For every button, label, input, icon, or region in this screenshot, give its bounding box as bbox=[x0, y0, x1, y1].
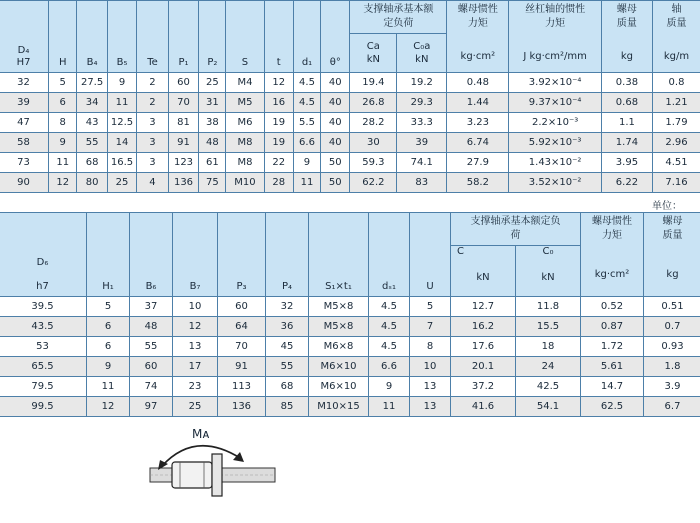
col-shaft-mass-header bbox=[653, 1, 700, 73]
table-cell: 60 bbox=[168, 73, 198, 93]
table-cell: 17.6 bbox=[451, 337, 516, 357]
table-cell: 43.5 bbox=[0, 317, 87, 337]
col-nut-mass-header bbox=[601, 1, 652, 73]
table-cell: 39.5 bbox=[0, 297, 87, 317]
c0a-unit: kN bbox=[415, 54, 429, 66]
table-cell: 4.5 bbox=[369, 337, 410, 357]
spec-table-1 bbox=[0, 0, 700, 193]
table-cell: M8 bbox=[226, 153, 264, 173]
table-cell: M6×10 bbox=[309, 357, 369, 377]
col-b5-header: B₅ bbox=[107, 1, 136, 73]
load-rating-group-label: 支撑轴承基本额定负荷 bbox=[363, 4, 434, 29]
table-cell: 25 bbox=[199, 73, 226, 93]
table-cell: 14.7 bbox=[581, 377, 644, 397]
table-cell: 0.93 bbox=[644, 337, 700, 357]
table-cell: 97 bbox=[130, 397, 173, 417]
table-cell: 12.7 bbox=[451, 297, 516, 317]
spec-table-2 bbox=[0, 212, 700, 417]
table-cell: 3.52×10⁻² bbox=[509, 173, 602, 193]
table-row bbox=[0, 173, 700, 193]
table-cell: 54.1 bbox=[516, 397, 581, 417]
table-cell: 74 bbox=[130, 377, 173, 397]
table-cell: 75 bbox=[199, 173, 226, 193]
table-cell: 5.61 bbox=[581, 357, 644, 377]
nut-mass-title-2: 螺母 bbox=[662, 216, 683, 227]
table-cell: 58 bbox=[0, 133, 49, 153]
table-cell: 83 bbox=[397, 173, 447, 193]
table-cell: 5 bbox=[410, 297, 451, 317]
table-cell: 37 bbox=[130, 297, 173, 317]
nut-mass-title: 螺母 bbox=[616, 4, 637, 15]
table-cell: 11 bbox=[369, 397, 410, 417]
table-cell: 25 bbox=[107, 173, 136, 193]
table-cell: 2 bbox=[137, 73, 169, 93]
table-cell: 5.92×10⁻³ bbox=[509, 133, 602, 153]
table-row bbox=[0, 93, 700, 113]
table-cell: 12 bbox=[49, 173, 77, 193]
table-cell: 8 bbox=[410, 337, 451, 357]
table-cell: M5×8 bbox=[309, 317, 369, 337]
table-cell: 0.51 bbox=[644, 297, 700, 317]
table-cell: 99.5 bbox=[0, 397, 87, 417]
col-b6-header: B₆ bbox=[130, 213, 173, 297]
nut-mass-unit-2: kg bbox=[666, 269, 679, 280]
table-cell: 13 bbox=[173, 337, 218, 357]
nut-inertia-title: 螺母惯性 bbox=[457, 4, 498, 15]
ca-label: Ca bbox=[366, 41, 380, 53]
table-cell: 12 bbox=[173, 317, 218, 337]
table-cell: 1.79 bbox=[653, 113, 700, 133]
table-cell: 16.2 bbox=[451, 317, 516, 337]
col-c0-header bbox=[516, 246, 581, 297]
table-cell: M6×8 bbox=[309, 337, 369, 357]
table-cell: 68 bbox=[266, 377, 309, 397]
table-cell: 3 bbox=[137, 153, 169, 173]
table-cell: M6×10 bbox=[309, 377, 369, 397]
table-cell: 32 bbox=[266, 297, 309, 317]
d4-tolerance: H7 bbox=[16, 57, 31, 68]
col-theta-header: θ° bbox=[321, 1, 350, 73]
col-p1-header: P₁ bbox=[168, 1, 198, 73]
table-cell: 58.2 bbox=[447, 173, 509, 193]
col-p3-header: P₃ bbox=[218, 213, 266, 297]
table-cell: 3.92×10⁻⁴ bbox=[509, 73, 602, 93]
table-cell: 48 bbox=[199, 133, 226, 153]
table-cell: 4.5 bbox=[293, 73, 320, 93]
table-cell: 12 bbox=[264, 73, 293, 93]
d6-tolerance: h7 bbox=[36, 281, 49, 292]
table-cell: 13 bbox=[410, 377, 451, 397]
table-cell: 16 bbox=[264, 93, 293, 113]
table-cell: 0.7 bbox=[644, 317, 700, 337]
table-cell: 40 bbox=[321, 93, 350, 113]
table-cell: 11 bbox=[293, 173, 320, 193]
moment-label: Mᴀ bbox=[192, 427, 210, 441]
col-nut-inertia-header bbox=[447, 1, 509, 73]
table-cell: 0.38 bbox=[601, 73, 652, 93]
table-cell: 1.74 bbox=[601, 133, 652, 153]
table-cell: 33.3 bbox=[397, 113, 447, 133]
table-cell: 9 bbox=[107, 73, 136, 93]
table-row bbox=[0, 113, 700, 133]
table-cell: 0.52 bbox=[581, 297, 644, 317]
table-cell: 73 bbox=[0, 153, 49, 173]
table-cell: 4.5 bbox=[369, 297, 410, 317]
table-cell: 6.22 bbox=[601, 173, 652, 193]
table-cell: 42.5 bbox=[516, 377, 581, 397]
table-cell: M10×15 bbox=[309, 397, 369, 417]
col-b4-header: B₄ bbox=[77, 1, 107, 73]
c-unit: kN bbox=[476, 272, 490, 284]
col-d4-header bbox=[0, 1, 49, 73]
table-cell: 4.5 bbox=[293, 93, 320, 113]
d4-label: D₄ bbox=[17, 45, 30, 56]
table-cell: M10 bbox=[226, 173, 264, 193]
table-cell: 1.1 bbox=[601, 113, 652, 133]
table-cell: 91 bbox=[218, 357, 266, 377]
table-cell: 60 bbox=[130, 357, 173, 377]
load-rating-group-header bbox=[350, 1, 447, 34]
table-cell: 3 bbox=[137, 133, 169, 153]
table-cell: 6.6 bbox=[293, 133, 320, 153]
table-cell: 15.5 bbox=[516, 317, 581, 337]
table-cell: 19 bbox=[264, 133, 293, 153]
table-cell: M8 bbox=[226, 133, 264, 153]
table-cell: 11 bbox=[49, 153, 77, 173]
col-d6-header bbox=[0, 213, 87, 297]
table-row bbox=[0, 377, 700, 397]
col-h1-header: H₁ bbox=[87, 213, 130, 297]
table-cell: 41.6 bbox=[451, 397, 516, 417]
table-cell: 40 bbox=[321, 133, 350, 153]
table-cell: 123 bbox=[168, 153, 198, 173]
table-cell: 91 bbox=[168, 133, 198, 153]
col-nut-inertia-header-2 bbox=[581, 213, 644, 297]
table-row bbox=[0, 397, 700, 417]
table-cell: 19.2 bbox=[397, 73, 447, 93]
table-row bbox=[0, 133, 700, 153]
table-cell: 64 bbox=[218, 317, 266, 337]
moment-arrow-right bbox=[233, 452, 244, 462]
table-row bbox=[0, 297, 700, 317]
c0-unit: kN bbox=[541, 272, 555, 284]
table-cell: 4 bbox=[137, 173, 169, 193]
nut-mass-subtitle: 质量 bbox=[616, 18, 637, 29]
col-c-header bbox=[451, 246, 516, 297]
nut-inertia-subtitle-2: 力矩 bbox=[602, 230, 622, 241]
table-cell: 9 bbox=[49, 133, 77, 153]
table-cell: 0.68 bbox=[601, 93, 652, 113]
table-cell: 17 bbox=[173, 357, 218, 377]
nut-flange bbox=[212, 454, 222, 496]
table-cell: 1.72 bbox=[581, 337, 644, 357]
col-te-header: Te bbox=[137, 1, 169, 73]
table-cell: 19 bbox=[264, 113, 293, 133]
table-cell: 9.37×10⁻⁴ bbox=[509, 93, 602, 113]
table-cell: 11 bbox=[87, 377, 130, 397]
table-cell: 3.23 bbox=[447, 113, 509, 133]
load-rating-group-label-2: 支撑轴承基本额定负荷 bbox=[470, 216, 561, 241]
nut-inertia-unit: kg·cm² bbox=[460, 51, 496, 62]
col-b7-header: B₇ bbox=[173, 213, 218, 297]
col-s-header: S bbox=[226, 1, 264, 73]
table-cell: 12.5 bbox=[107, 113, 136, 133]
col-screw-inertia-header bbox=[509, 1, 602, 73]
table-cell: 38 bbox=[199, 113, 226, 133]
col-c0a-header bbox=[397, 34, 447, 73]
table-cell: 65.5 bbox=[0, 357, 87, 377]
table-cell: 80 bbox=[77, 173, 107, 193]
table-cell: 11 bbox=[107, 93, 136, 113]
col-ds1-header: dₛ₁ bbox=[369, 213, 410, 297]
table-cell: 29.3 bbox=[397, 93, 447, 113]
table-cell: 62.2 bbox=[350, 173, 397, 193]
table-cell: 1.21 bbox=[653, 93, 700, 113]
table-cell: 31 bbox=[199, 93, 226, 113]
table-cell: 32 bbox=[0, 73, 49, 93]
col-s1t1-header: S₁×t₁ bbox=[309, 213, 369, 297]
table-cell: 3.95 bbox=[601, 153, 652, 173]
table-cell: 22 bbox=[264, 153, 293, 173]
table-cell: 12 bbox=[87, 397, 130, 417]
table-cell: 113 bbox=[218, 377, 266, 397]
table-cell: 6 bbox=[49, 93, 77, 113]
table-cell: 4.51 bbox=[653, 153, 700, 173]
table-cell: 47 bbox=[0, 113, 49, 133]
screw-inertia-subtitle: 力矩 bbox=[545, 18, 566, 29]
table-cell: 136 bbox=[168, 173, 198, 193]
table-cell: 2.2×10⁻³ bbox=[509, 113, 602, 133]
table-cell: 6 bbox=[87, 337, 130, 357]
table-cell: 55 bbox=[130, 337, 173, 357]
table-cell: M4 bbox=[226, 73, 264, 93]
table-cell: 55 bbox=[266, 357, 309, 377]
table-cell: 79.5 bbox=[0, 377, 87, 397]
table-cell: 28.2 bbox=[350, 113, 397, 133]
table-cell: 28 bbox=[264, 173, 293, 193]
table-cell: 0.8 bbox=[653, 73, 700, 93]
table-cell: 136 bbox=[218, 397, 266, 417]
table-cell: 34 bbox=[77, 93, 107, 113]
shaft-mass-title: 轴 bbox=[671, 4, 682, 15]
table-cell: 48 bbox=[130, 317, 173, 337]
table-cell: 61 bbox=[199, 153, 226, 173]
screw-inertia-unit: J kg·cm²/mm bbox=[523, 51, 587, 62]
table-cell: 13 bbox=[410, 397, 451, 417]
table-cell: 59.3 bbox=[350, 153, 397, 173]
table-cell: 10 bbox=[410, 357, 451, 377]
table-cell: 1.44 bbox=[447, 93, 509, 113]
table-cell: 7 bbox=[410, 317, 451, 337]
table-cell: 40 bbox=[321, 73, 350, 93]
nut-body bbox=[172, 462, 212, 488]
table-cell: 68 bbox=[77, 153, 107, 173]
table-row bbox=[0, 357, 700, 377]
table-cell: 9 bbox=[87, 357, 130, 377]
moment-diagram bbox=[140, 418, 280, 518]
col-p2-header: P₂ bbox=[199, 1, 226, 73]
table-cell: 39 bbox=[0, 93, 49, 113]
table-cell: 62.5 bbox=[581, 397, 644, 417]
col-u-header: U bbox=[410, 213, 451, 297]
table-cell: 55 bbox=[77, 133, 107, 153]
table-cell: 30 bbox=[350, 133, 397, 153]
table-row bbox=[0, 317, 700, 337]
table-cell: 50 bbox=[321, 173, 350, 193]
table-cell: 1.43×10⁻² bbox=[509, 153, 602, 173]
table-cell: M5 bbox=[226, 93, 264, 113]
load-rating-group-header-2 bbox=[451, 213, 581, 246]
table-cell: 23 bbox=[173, 377, 218, 397]
table-cell: 45 bbox=[266, 337, 309, 357]
col-nut-mass-header-2 bbox=[644, 213, 700, 297]
c0a-label: C₀a bbox=[413, 41, 431, 53]
col-d1-header: d₁ bbox=[293, 1, 320, 73]
shaft-mass-unit: kg/m bbox=[663, 51, 690, 62]
table-cell: 39 bbox=[397, 133, 447, 153]
shaft-mass-subtitle: 质量 bbox=[666, 18, 687, 29]
col-h-header: H bbox=[49, 1, 77, 73]
table-cell: 27.5 bbox=[77, 73, 107, 93]
nut-inertia-unit-2: kg·cm² bbox=[594, 269, 630, 280]
table-cell: M6 bbox=[226, 113, 264, 133]
nut-mass-subtitle-2: 质量 bbox=[662, 230, 683, 241]
table-cell: 24 bbox=[516, 357, 581, 377]
table-cell: 1.8 bbox=[644, 357, 700, 377]
table-cell: 6.74 bbox=[447, 133, 509, 153]
table-cell: 6 bbox=[87, 317, 130, 337]
table-cell: M5×8 bbox=[309, 297, 369, 317]
nut-mass-unit: kg bbox=[620, 51, 633, 62]
table-cell: 0.48 bbox=[447, 73, 509, 93]
unit-label: 单位： bbox=[652, 201, 682, 212]
col-ca-header bbox=[350, 34, 397, 73]
table-cell: 6.6 bbox=[369, 357, 410, 377]
table-cell: 74.1 bbox=[397, 153, 447, 173]
table-cell: 36 bbox=[266, 317, 309, 337]
table-cell: 60 bbox=[218, 297, 266, 317]
table-cell: 2.96 bbox=[653, 133, 700, 153]
table-cell: 4.5 bbox=[369, 317, 410, 337]
table-cell: 8 bbox=[49, 113, 77, 133]
table-cell: 9 bbox=[293, 153, 320, 173]
table-cell: 6.7 bbox=[644, 397, 700, 417]
table-cell: 11.8 bbox=[516, 297, 581, 317]
table-cell: 27.9 bbox=[447, 153, 509, 173]
table-cell: 37.2 bbox=[451, 377, 516, 397]
table-cell: 19.4 bbox=[350, 73, 397, 93]
table-cell: 85 bbox=[266, 397, 309, 417]
table-cell: 3 bbox=[137, 113, 169, 133]
table-cell: 0.87 bbox=[581, 317, 644, 337]
nut-inertia-subtitle: 力矩 bbox=[467, 18, 488, 29]
table-cell: 81 bbox=[168, 113, 198, 133]
table-cell: 5 bbox=[49, 73, 77, 93]
table-cell: 53 bbox=[0, 337, 87, 357]
nut-inertia-title-2: 螺母惯性 bbox=[592, 216, 632, 227]
nut-moment-illustration bbox=[140, 418, 280, 518]
table-cell: 90 bbox=[0, 173, 49, 193]
table-cell: 7.16 bbox=[653, 173, 700, 193]
table-row bbox=[0, 153, 700, 173]
table-cell: 14 bbox=[107, 133, 136, 153]
table-cell: 40 bbox=[321, 113, 350, 133]
c-label: C bbox=[457, 246, 464, 258]
table-row bbox=[0, 73, 700, 93]
table-cell: 9 bbox=[369, 377, 410, 397]
table-cell: 70 bbox=[218, 337, 266, 357]
table-cell: 25 bbox=[173, 397, 218, 417]
d6-label: D₆ bbox=[36, 257, 49, 268]
table-cell: 18 bbox=[516, 337, 581, 357]
table-cell: 10 bbox=[173, 297, 218, 317]
table-cell: 50 bbox=[321, 153, 350, 173]
table-cell: 70 bbox=[168, 93, 198, 113]
table-cell: 16.5 bbox=[107, 153, 136, 173]
screw-inertia-title: 丝杠轴的惯性 bbox=[525, 4, 586, 15]
table-row bbox=[0, 337, 700, 357]
table-cell: 5 bbox=[87, 297, 130, 317]
table-cell: 5.5 bbox=[293, 113, 320, 133]
ca-unit: kN bbox=[366, 54, 380, 66]
table-cell: 20.1 bbox=[451, 357, 516, 377]
table-cell: 26.8 bbox=[350, 93, 397, 113]
table-cell: 2 bbox=[137, 93, 169, 113]
c0-label: C₀ bbox=[542, 246, 554, 258]
table-cell: 3.9 bbox=[644, 377, 700, 397]
table-cell: 43 bbox=[77, 113, 107, 133]
col-p4-header: P₄ bbox=[266, 213, 309, 297]
col-t-header: t bbox=[264, 1, 293, 73]
